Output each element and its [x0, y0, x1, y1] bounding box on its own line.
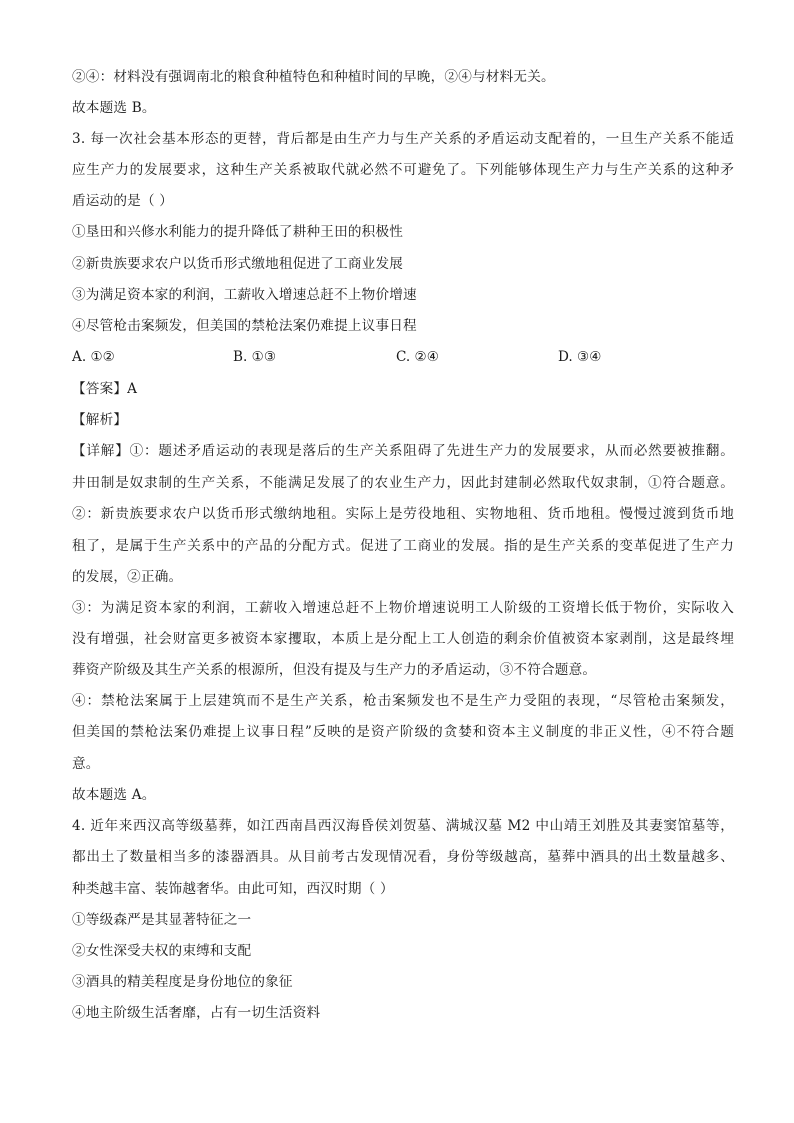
- option-a: A. ①②: [72, 349, 115, 365]
- statement-item: ①等级森严是其显著特征之一: [72, 912, 252, 928]
- statement-item: ④尽管枪击案频发，但美国的禁枪法案仍难提上议事日程: [72, 318, 417, 334]
- statement-item: ③为满足资本家的利润，工薪收入增速总赶不上物价增速: [72, 287, 417, 303]
- analysis-line: 的发展，②正确。: [72, 569, 183, 585]
- option-c: C. ②④: [396, 349, 439, 365]
- text-line: 故本题选 A。: [72, 787, 156, 803]
- analysis-line: 没有增强，社会财富更多被资本家攫取，本质上是分配上工人创造的剩余价值被资本家剥削，这是最终埋: [72, 631, 734, 647]
- analysis-line: ③：为满足资本家的利润，工薪收入增速总赶不上物价增速说明工人阶级的工资增长低于物价，实际收入: [72, 600, 734, 616]
- analysis-line: 【详解】①：题述矛盾运动的表现是落后的生产关系阻碍了先进生产力的发展要求，从而必然要被推翻。: [72, 443, 734, 459]
- statement-item: ③酒具的精美程度是身份地位的象征: [72, 974, 293, 990]
- statement-item: ②女性深受夫权的束缚和支配: [72, 943, 252, 959]
- option-d: D. ③④: [558, 349, 602, 365]
- analysis-line: ②：新贵族要求农户以货币形式缴纳地租。实际上是劳役地租、实物地租、货币地租。慢慢过渡到货币地: [72, 506, 734, 522]
- question-stem: 种类越丰富、装饰越奢华。由此可知，西汉时期（ ）: [72, 881, 394, 897]
- analysis-line: 但美国的禁枪法案仍难提上议事日程”反映的是资产阶级的贪婪和资本主义制度的非正义性，④不符合题: [72, 724, 734, 740]
- analysis-line: 租了，是属于生产关系中的产品的分配方式。促进了工商业的发展。指的是生产关系的变革促进了生产力: [72, 538, 734, 554]
- question-stem: 应生产力的发展要求，这种生产关系被取代就必然不可避免了。下列能够体现生产力与生产关系的这种矛: [72, 162, 734, 178]
- text-line: ②④：材料没有强调南北的粮食种植特色和种植时间的早晚，②④与材料无关。: [72, 69, 555, 85]
- analysis-line: 葬资产阶级及其生产关系的根源所，但没有提及与生产力的矛盾运动，③不符合题意。: [72, 662, 597, 678]
- answer-label: 【答案】A: [72, 381, 138, 397]
- text-line: 故本题选 B。: [72, 100, 156, 116]
- question-stem: 都出土了数量相当多的漆器酒具。从目前考古发现情况看，身份等级越高，墓葬中酒具的出土数量越多、: [72, 849, 734, 865]
- question-stem: 盾运动的是（ ）: [72, 193, 174, 209]
- question-stem: 3. 每一次社会基本形态的更替，背后都是由生产力与生产关系的矛盾运动支配着的，一旦生产关系不能适: [72, 131, 734, 147]
- analysis-line: ④：禁枪法案属于上层建筑而不是生产关系，枪击案频发也不是生产力受阻的表现，“尽管枪击案频发，: [72, 693, 734, 709]
- question-stem: 4. 近年来西汉高等级墓葬，如江西南昌西汉海昏侯刘贺墓、满城汉墓 M2 中山靖王刘胜及其妻窦馆墓等，: [72, 818, 734, 834]
- statement-item: ④地主阶级生活奢靡，占有一切生活资料: [72, 1005, 321, 1021]
- analysis-line: 井田制是奴隶制的生产关系，不能满足发展了的农业生产力，因此封建制必然取代奴隶制，①符合题意。: [72, 475, 734, 491]
- analysis-label: 【解析】: [72, 412, 128, 428]
- statement-item: ②新贵族要求农户以货币形式缴地租促进了工商业发展: [72, 256, 404, 272]
- option-b: B. ①③: [233, 349, 277, 365]
- statement-item: ①垦田和兴修水利能力的提升降低了耕种王田的积极性: [72, 224, 404, 240]
- analysis-line: 意。: [72, 756, 100, 772]
